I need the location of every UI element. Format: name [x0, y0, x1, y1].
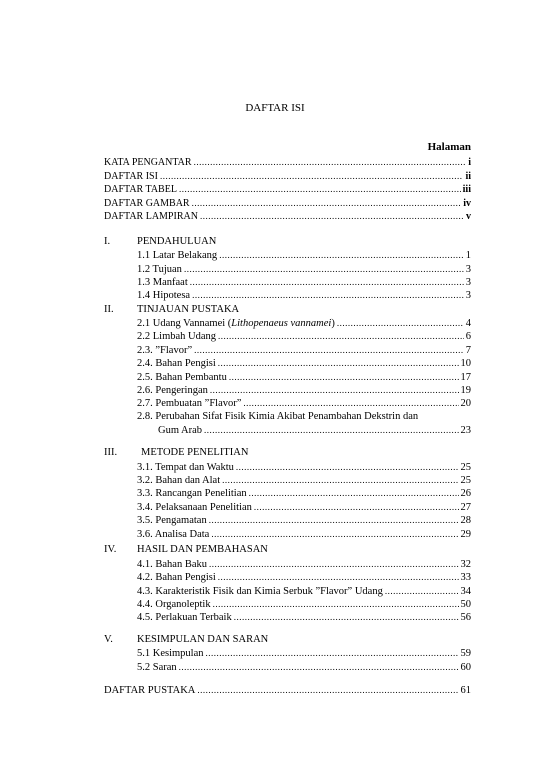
toc-entry-label: 2.5. Bahan Pembantu — [137, 372, 227, 383]
toc-entry — [104, 683, 471, 698]
toc-entry-label-cont: Gum Arab — [158, 425, 203, 436]
toc-entry — [137, 660, 471, 675]
chapter-title: METODE PENELITIAN — [141, 447, 249, 458]
toc-entry — [137, 329, 471, 344]
toc-entry-page: 25 — [460, 462, 471, 473]
toc-entry-page: 50 — [460, 599, 471, 610]
toc-entry-label: 2.8. Perubahan Sifat Fisik Kimia Akibat Penambahan Dekstrin dan — [137, 411, 419, 422]
toc-entry-label: DAFTAR TABEL — [104, 184, 177, 195]
toc-entry-page: 59 — [460, 648, 471, 659]
toc-entry-page: 3 — [465, 277, 471, 288]
toc-entry-page: 28 — [460, 515, 471, 526]
halaman-header: Halaman — [427, 141, 471, 153]
toc-entry — [104, 155, 471, 170]
toc-entry-label: 4.1. Bahan Baku — [137, 559, 207, 570]
toc-entry — [104, 182, 471, 197]
toc-entry-label: 2.1 Udang Vannamei (Lithopenaeus vannamei) — [137, 318, 335, 329]
toc-entry-label: DAFTAR LAMPIRAN — [104, 211, 198, 222]
toc-entry-label: KATA PENGANTAR — [104, 157, 192, 168]
toc-entry-page: 23 — [460, 425, 471, 436]
toc-entry-label: 3.2. Bahan dan Alat — [137, 475, 221, 486]
toc-entry-page: 19 — [460, 385, 471, 396]
toc-entry — [137, 513, 471, 528]
toc-entry-page: 10 — [460, 358, 471, 369]
toc-entry-page: 20 — [460, 398, 471, 409]
toc-entry-label: 2.2 Limbah Udang — [137, 331, 217, 342]
toc-entry-label: 3.5. Pengamatan — [137, 515, 207, 526]
toc-entry-label: 3.3. Rancangan Penelitian — [137, 488, 247, 499]
toc-entry-page: 27 — [460, 502, 471, 513]
toc-entry — [104, 209, 471, 224]
toc-entry — [137, 356, 471, 371]
toc-entry-page: 1 — [465, 250, 471, 261]
toc-entry-page: 34 — [460, 586, 471, 597]
toc-entry-page: 29 — [460, 529, 471, 540]
toc-entry-label: DAFTAR GAMBAR — [104, 198, 190, 209]
toc-entry-label: 3.1. Tempat dan Waktu — [137, 462, 234, 473]
toc-entry-page: iii — [462, 184, 471, 195]
toc-entry-page: 33 — [460, 572, 471, 583]
toc-entry-label: 5.2 Saran — [137, 662, 177, 673]
toc-entry — [137, 396, 471, 411]
toc-entry-label: DAFTAR PUSTAKA — [104, 685, 196, 696]
toc-entry-label: 2.4. Bahan Pengisi — [137, 358, 216, 369]
chapter-number: V. — [104, 634, 113, 645]
toc-entry-page: 6 — [465, 331, 471, 342]
toc-entry-page: v — [466, 211, 471, 222]
toc-entry — [158, 423, 471, 438]
toc-entry-label: 3.6. Analisa Data — [137, 529, 210, 540]
toc-entry — [137, 610, 471, 625]
toc-entry — [137, 248, 471, 263]
toc-entry-page: 56 — [460, 612, 471, 623]
toc-entry — [137, 486, 471, 501]
toc-entry-label: 2.6. Pengeringan — [137, 385, 208, 396]
chapter-title: TINJAUAN PUSTAKA — [137, 304, 240, 315]
toc-entry-label: 4.5. Perlakuan Terbaik — [137, 612, 232, 623]
toc-entry-label: 2.3. ”Flavor” — [137, 345, 193, 356]
toc-entry-page: ii — [465, 171, 471, 182]
chapter-number: III. — [104, 447, 118, 458]
toc-entry-page: 26 — [460, 488, 471, 499]
toc-entry — [137, 288, 471, 303]
toc-entry — [137, 527, 471, 542]
page-title: DAFTAR ISI — [245, 102, 305, 114]
toc-entry-label: 1.3 Manfaat — [137, 277, 188, 288]
chapter-number: II. — [104, 304, 114, 315]
toc-entry-label: DAFTAR ISI — [104, 171, 158, 182]
toc-entry-label: 1.1 Latar Belakang — [137, 250, 218, 261]
toc-entry-page: 61 — [460, 685, 471, 696]
toc-entry-label: 5.1 Kesimpulan — [137, 648, 204, 659]
toc-entry-page: i — [468, 157, 471, 168]
toc-entry-label: 2.7. Pembuatan ”Flavor” — [137, 398, 242, 409]
toc-entry-page: 32 — [460, 559, 471, 570]
toc-entry-page: 4 — [465, 318, 471, 329]
chapter-title: PENDAHULUAN — [137, 236, 217, 247]
toc-entry-page: 7 — [465, 345, 471, 356]
toc-entry-page: 60 — [460, 662, 471, 673]
toc-entry-page: iv — [463, 198, 471, 209]
toc-entry-label: 3.4. Pelaksanaan Penelitian — [137, 502, 252, 513]
toc-entry-page: 17 — [460, 372, 471, 383]
toc-entry-label: 1.4 Hipotesa — [137, 290, 191, 301]
toc-entry-page: 3 — [465, 264, 471, 275]
toc-entry — [137, 646, 471, 661]
toc-entry-label: 4.4. Organoleptik — [137, 599, 211, 610]
toc-entry-label: 1.2 Tujuan — [137, 264, 182, 275]
toc-entry-label: 4.3. Karakteristik Fisik dan Kimia Serbuk ”Flavor” Udang — [137, 586, 383, 597]
toc-entry-page: 3 — [465, 290, 471, 301]
chapter-number: I. — [104, 236, 111, 247]
chapter-title: HASIL DAN PEMBAHASAN — [137, 544, 268, 555]
chapter-title: KESIMPULAN DAN SARAN — [137, 634, 269, 645]
toc-entry-page: 25 — [460, 475, 471, 486]
toc-entry — [137, 570, 471, 585]
chapter-number: IV. — [104, 544, 117, 555]
toc-entry-label: 4.2. Bahan Pengisi — [137, 572, 216, 583]
